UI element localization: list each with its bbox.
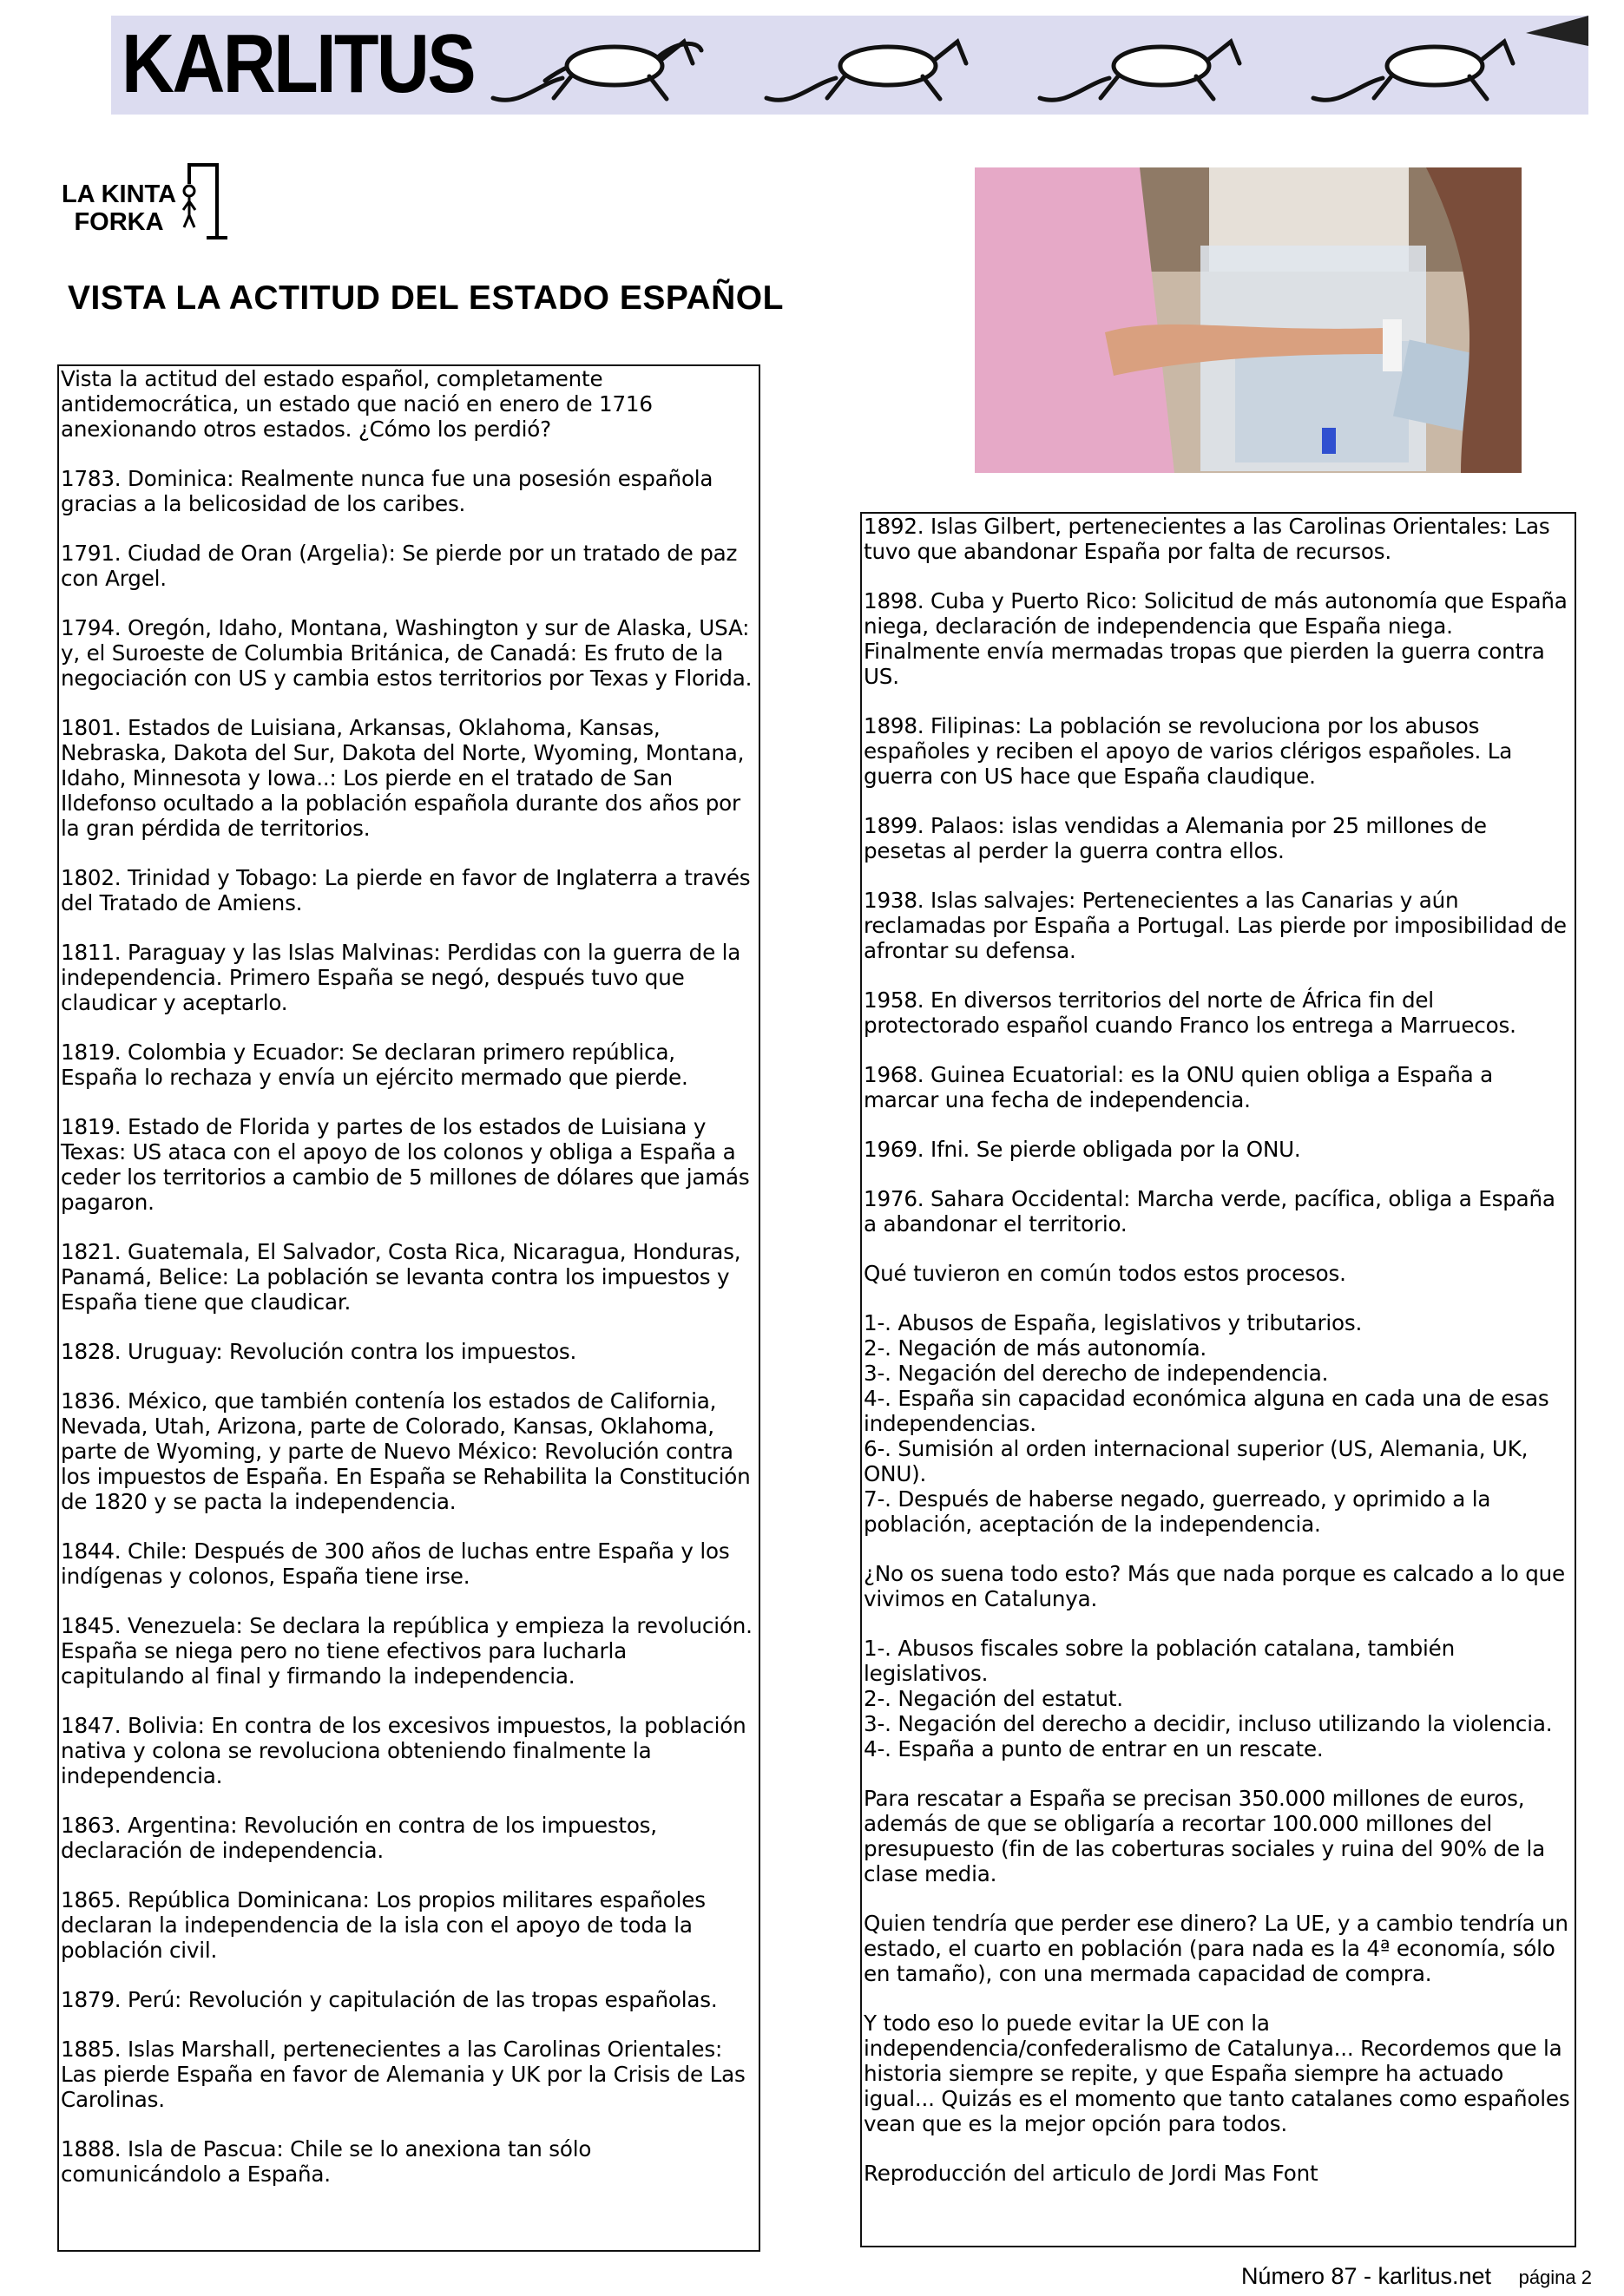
voting-photo — [975, 167, 1522, 473]
article-paragraph: 1885. Islas Marshall, pertenecientes a las Carolinas Orientales: Las pierde España en favor de Alemania y UK por la Crisis de Las Carolinas. — [61, 2037, 746, 2112]
article-paragraph: 1836. México, que también contenía los estados de California, Nevada, Utah, Arizona, parte de Colorado, Kansas, Oklahoma, parte de Wyoming, y parte de Nuevo México: Revolución contra los impuestos de España. En España se Rehabilita la Constitución de 1820 y se pacta la independencia. — [61, 1388, 751, 1514]
article-paragraph: 1821. Guatemala, El Salvador, Costa Rica, Nicaragua, Honduras, Panamá, Belice: La población se levanta contra los impuestos y España tiene que claudicar. — [61, 1239, 741, 1315]
article-paragraph: 1845. Venezuela: Se declara la república y empieza la revolución. España se niega pero no tiene efectivos para lucharla capitulando al final y firmando la independencia. — [61, 1613, 753, 1689]
logo-text — [54, 180, 184, 236]
article-paragraph: 1811. Paraguay y las Islas Malvinas: Perdidas con la guerra de la independencia. Primero España se negó, después tuvo que claudicar y aceptarlo. — [61, 940, 741, 1015]
article-paragraph: 1828. Uruguay: Revolución contra los impuestos. — [61, 1339, 577, 1364]
article-paragraph: 1794. Oregón, Idaho, Montana, Washington y sur de Alaska, USA: y, el Suroeste de Columbia Británica, de Canadá: Es fruto de la negociación con US y cambia estos territorios por Texas y Florida. — [61, 615, 753, 691]
article-paragraph: Qué tuvieron en común todos estos procesos. — [864, 1261, 1346, 1286]
article-paragraph: 1801. Estados de Luisiana, Arkansas, Oklahoma, Kansas, Nebraska, Dakota del Sur, Dakota del Norte, Wyoming, Montana, Idaho, Minnesota y Iowa..: Los pierde en el tratado de San Ildefonso ocultado a la población española durante dos años por la gran pérdida de territorios. — [61, 715, 745, 841]
article-paragraph: Vista la actitud del estado español, completamente antidemocrática, un estado que nació en enero de 1716 anexionando otros estados. ¿Cómo los perdió? — [61, 366, 653, 442]
gallows-icon — [182, 161, 234, 239]
article-paragraph: Para rescatar a España se precisan 350.000 millones de euros, además de que se obligaría a recortar 100.000 millones del presupuesto (fin de las coberturas sociales y ruina del 90% de la clase media. — [864, 1786, 1546, 1886]
article-paragraph: 1898. Cuba y Puerto Rico: Solicitud de más autonomía que España niega, declaración de independencia que España niega. Finalmente envía mermadas tropas que pierden la guerra contra US. — [864, 588, 1568, 689]
article-paragraph: 1958. En diversos territorios del norte de África fin del protectorado español cuando Franco los entrega a Marruecos. — [864, 987, 1516, 1038]
article-column-right — [860, 512, 1576, 2247]
article-paragraph: 1865. República Dominicana: Los propios militares españoles declaran la independencia de la isla con el apoyo de toda la población civil. — [61, 1887, 706, 1963]
article-paragraph: 1976. Sahara Occidental: Marcha verde, pacífica, obliga a España a abandonar el territorio. — [864, 1186, 1555, 1237]
la-kinta-forka-logo — [54, 161, 227, 239]
article-paragraph: 1888. Isla de Pascua: Chile se lo anexiona tan sólo comunicándolo a España. — [61, 2136, 592, 2187]
article-paragraph: 1969. Ifni. Se pierde obligada por la ONU. — [864, 1137, 1301, 1162]
article-paragraph: 1899. Palaos: islas vendidas a Alemania por 25 millones de pesetas al perder la guerra contra ellos. — [864, 813, 1487, 863]
article-headline: VISTA LA ACTITUD DEL ESTADO ESPAÑOL — [68, 279, 784, 317]
article-paragraph: 1791. Ciudad de Oran (Argelia): Se pierde por un tratado de paz con Argel. — [61, 541, 738, 591]
article-paragraph: 1844. Chile: Después de 300 años de luchas entre España y los indígenas y colonos, España tiene irse. — [61, 1538, 730, 1589]
article-paragraph: Quien tendría que perder ese dinero? La UE, y a cambio tendría un estado, el cuarto en población (para nada es la 4ª economía, sólo en tamaño), con una mermada capacidad de compra. — [864, 1911, 1568, 1986]
page-footer — [1241, 2263, 1592, 2291]
rat-illustration — [484, 16, 1588, 115]
issue-info: Número 87 - karlitus.net — [1240, 2263, 1492, 2289]
article-paragraph: 1819. Estado de Florida y partes de los estados de Luisiana y Texas: US ataca con el apoyo de los colonos y obliga a España a ceder los territorios a cambio de 5 millones de dólares que jamás pagaron. — [61, 1114, 750, 1215]
article-paragraph: ¿No os suena todo esto? Más que nada porque es calcado a lo que vivimos en Catalunya. — [864, 1561, 1565, 1611]
article-paragraph: 1-. Abusos de España, legislativos y tributarios. 2-. Negación de más autonomía. 3-. Negación del derecho de independencia. 4-. España sin capacidad económica alguna en cada una de esas independencias. 6-. Sumisión al orden internacional superior (US, Alemania, UK, ONU). 7-. Después de haberse negado, guerreado, y oprimido a la población, aceptación de la independencia. — [864, 1310, 1549, 1537]
article-column-left — [57, 364, 760, 2252]
logo-line-2: FORKA — [74, 208, 164, 236]
article-paragraph: 1938. Islas salvajes: Pertenecientes a las Canarias y aún reclamadas por España a Portugal. Las pierde por imposibilidad de afrontar su defensa. — [864, 888, 1567, 963]
article-paragraph: 1-. Abusos fiscales sobre la población catalana, también legislativos. 2-. Negación del estatut. 3-. Negación del derecho a decidir, incluso utilizando la violencia. 4-. España a punto de entrar en un rescate. — [864, 1636, 1553, 1761]
article-paragraph: 1892. Islas Gilbert, pertenecientes a las Carolinas Orientales: Las tuvo que abandonar España por falta de recursos. — [864, 514, 1550, 564]
article-paragraph: 1802. Trinidad y Tobago: La pierde en favor de Inglaterra a través del Tratado de Amiens. — [61, 865, 751, 915]
article-paragraph: 1863. Argentina: Revolución en contra de los impuestos, declaración de independencia. — [61, 1813, 657, 1863]
article-paragraph: 1783. Dominica: Realmente nunca fue una posesión española gracias a la belicosidad de los caribes. — [61, 466, 713, 516]
page-number: página 2 — [1518, 2266, 1592, 2288]
article-paragraph: 1898. Filipinas: La población se revoluciona por los abusos españoles y reciben el apoyo de varios clérigos españoles. La guerra con US hace que España claudique. — [864, 713, 1513, 789]
masthead — [111, 16, 1588, 115]
article-paragraph: 1819. Colombia y Ecuador: Se declaran primero república, España lo rechaza y envía un ejército mermado que pierde. — [61, 1040, 688, 1090]
article-paragraph: Y todo eso lo puede evitar la UE con la independencia/confederalismo de Catalunya... Recordemos que la historia siempre se repite, y que España siempre ha actuado igual... Quizás es el momento que tanto catalanes como españoles vean que es la mejor opción para todos. — [864, 2011, 1570, 2136]
article-paragraph: 1879. Perú: Revolución y capitulación de las tropas españolas. — [61, 1987, 718, 2012]
masthead-title: KARLITUS — [122, 17, 474, 110]
article-paragraph: 1968. Guinea Ecuatorial: es la ONU quien obliga a España a marcar una fecha de independencia. — [864, 1062, 1493, 1112]
article-paragraph: 1847. Bolivia: En contra de los excesivos impuestos, la población nativa y colona se revoluciona obteniendo finalmente la independencia. — [61, 1713, 746, 1788]
article-paragraph: Reproducción del articulo de Jordi Mas Font — [864, 2161, 1318, 2186]
logo-line-1: LA KINTA — [61, 180, 177, 208]
